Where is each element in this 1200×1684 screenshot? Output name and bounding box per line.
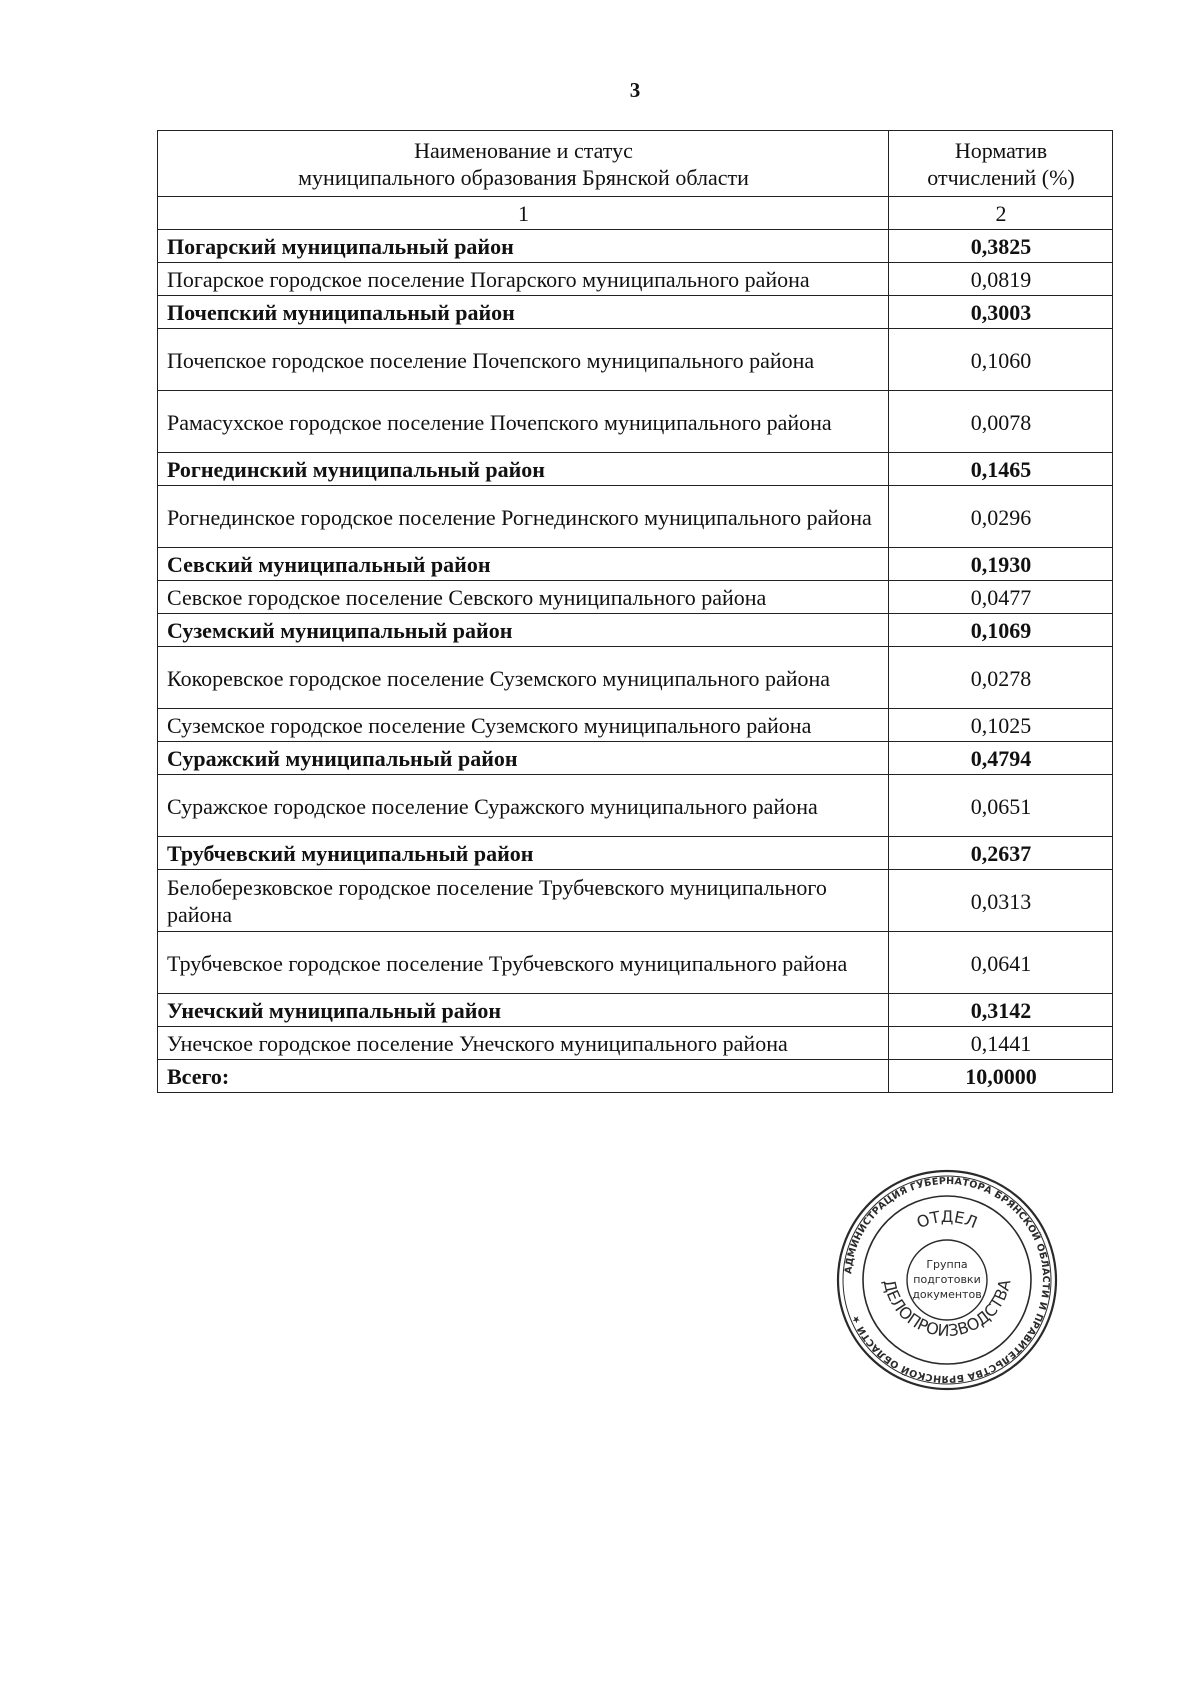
- municipality-name-cell: Суземское городское поселение Суземского муниципального района: [158, 709, 889, 742]
- settlement-row: [158, 581, 1113, 614]
- settlement-row: [158, 391, 1113, 453]
- ratio-value-cell: 0,0477: [889, 581, 1113, 614]
- settlement-row: [158, 709, 1113, 742]
- settlement-row: [158, 870, 1113, 932]
- page-number: 3: [629, 78, 641, 102]
- municipality-name-cell: Трубчевский муниципальный район: [158, 837, 889, 870]
- municipality-name-cell: Рамасухское городское поселение Почепского муниципального района: [158, 391, 889, 453]
- ratio-value-cell: 0,3825: [889, 230, 1113, 263]
- municipality-name-cell: Рогнединский муниципальный район: [158, 453, 889, 486]
- municipality-name-cell: Суражский муниципальный район: [158, 742, 889, 775]
- ratio-value-cell: 0,4794: [889, 742, 1113, 775]
- ratio-value-cell: 0,0078: [889, 391, 1113, 453]
- official-seal-stamp: [835, 1168, 1059, 1392]
- column-index-2: 2: [889, 197, 1113, 230]
- district-row: [158, 548, 1113, 581]
- settlement-row: [158, 263, 1113, 296]
- stamp-inner-top-text: ОТДЕЛ: [913, 1206, 981, 1233]
- settlement-row: [158, 775, 1113, 837]
- column-index-1: 1: [158, 197, 889, 230]
- settlement-row: [158, 329, 1113, 391]
- ratio-value-cell: 0,0296: [889, 486, 1113, 548]
- total-row: [158, 1060, 1113, 1093]
- ratio-value-cell: 0,3142: [889, 994, 1113, 1027]
- municipality-name-cell: Унечское городское поселение Унечского муниципального района: [158, 1027, 889, 1060]
- municipality-name-cell: Трубчевское городское поселение Трубчевского муниципального района: [158, 932, 889, 994]
- ratio-value-cell: 0,3003: [889, 296, 1113, 329]
- district-row: [158, 837, 1113, 870]
- municipality-name-cell: Почепский муниципальный район: [158, 296, 889, 329]
- municipality-name-cell: Погарский муниципальный район: [158, 230, 889, 263]
- stamp-center-line1: Группа: [926, 1258, 968, 1271]
- ratio-value-cell: 0,1060: [889, 329, 1113, 391]
- ratio-value-cell: 0,1930: [889, 548, 1113, 581]
- municipality-name-cell: Белоберезковское городское поселение Трубчевского муниципального района: [158, 870, 889, 932]
- ratio-value-cell: 0,0641: [889, 932, 1113, 994]
- column-index-row: [158, 197, 1113, 230]
- stamp-outer-ring-text: АДМИНИСТРАЦИЯ ГУБЕРНАТОРА БРЯНСКОЙ ОБЛАСТИ И ПРАВИТЕЛЬСТВА БРЯНСКОЙ ОБЛАСТИ ★: [843, 1175, 1052, 1385]
- ratio-value-cell: 0,0651: [889, 775, 1113, 837]
- municipality-name-cell: Суземский муниципальный район: [158, 614, 889, 647]
- deduction-ratios-table: [157, 130, 1113, 1093]
- municipality-name-cell: Почепское городское поселение Почепского муниципального района: [158, 329, 889, 391]
- header-ratio: [889, 131, 1113, 197]
- total-value: 10,0000: [889, 1060, 1113, 1093]
- header-ratio-line1: Норматив: [954, 138, 1048, 163]
- municipality-name-cell: Рогнединское городское поселение Рогнединского муниципального района: [158, 486, 889, 548]
- table-header-row: [158, 131, 1113, 197]
- header-municipality: [158, 131, 889, 197]
- settlement-row: [158, 647, 1113, 709]
- ratio-value-cell: 0,1069: [889, 614, 1113, 647]
- header-ratio-line2: отчислений (%): [927, 165, 1075, 190]
- ratio-value-cell: 0,1465: [889, 453, 1113, 486]
- stamp-center-line3: документов: [912, 1288, 982, 1301]
- municipality-name-cell: Унечский муниципальный район: [158, 994, 889, 1027]
- ratio-value-cell: 0,2637: [889, 837, 1113, 870]
- settlement-row: [158, 486, 1113, 548]
- settlement-row: [158, 1027, 1113, 1060]
- district-row: [158, 296, 1113, 329]
- header-municipality-line2: муниципального образования Брянской области: [298, 165, 749, 190]
- district-row: [158, 994, 1113, 1027]
- stamp-inner-bottom-text: ДЕЛОПРОИЗВОДСТВА: [879, 1277, 1015, 1341]
- district-row: [158, 230, 1113, 263]
- ratio-value-cell: 0,1025: [889, 709, 1113, 742]
- district-row: [158, 614, 1113, 647]
- district-row: [158, 453, 1113, 486]
- settlement-row: [158, 932, 1113, 994]
- municipality-name-cell: Суражское городское поселение Суражского муниципального района: [158, 775, 889, 837]
- total-label: Всего:: [158, 1060, 889, 1093]
- municipality-name-cell: Севское городское поселение Севского муниципального района: [158, 581, 889, 614]
- municipality-name-cell: Севский муниципальный район: [158, 548, 889, 581]
- ratio-value-cell: 0,1441: [889, 1027, 1113, 1060]
- ratio-value-cell: 0,0819: [889, 263, 1113, 296]
- ratio-value-cell: 0,0278: [889, 647, 1113, 709]
- municipality-name-cell: Кокоревское городское поселение Суземского муниципального района: [158, 647, 889, 709]
- header-municipality-line1: Наименование и статус: [414, 138, 633, 163]
- district-row: [158, 742, 1113, 775]
- stamp-center-line2: подготовки: [913, 1273, 981, 1286]
- ratio-value-cell: 0,0313: [889, 870, 1113, 932]
- municipality-name-cell: Погарское городское поселение Погарского муниципального района: [158, 263, 889, 296]
